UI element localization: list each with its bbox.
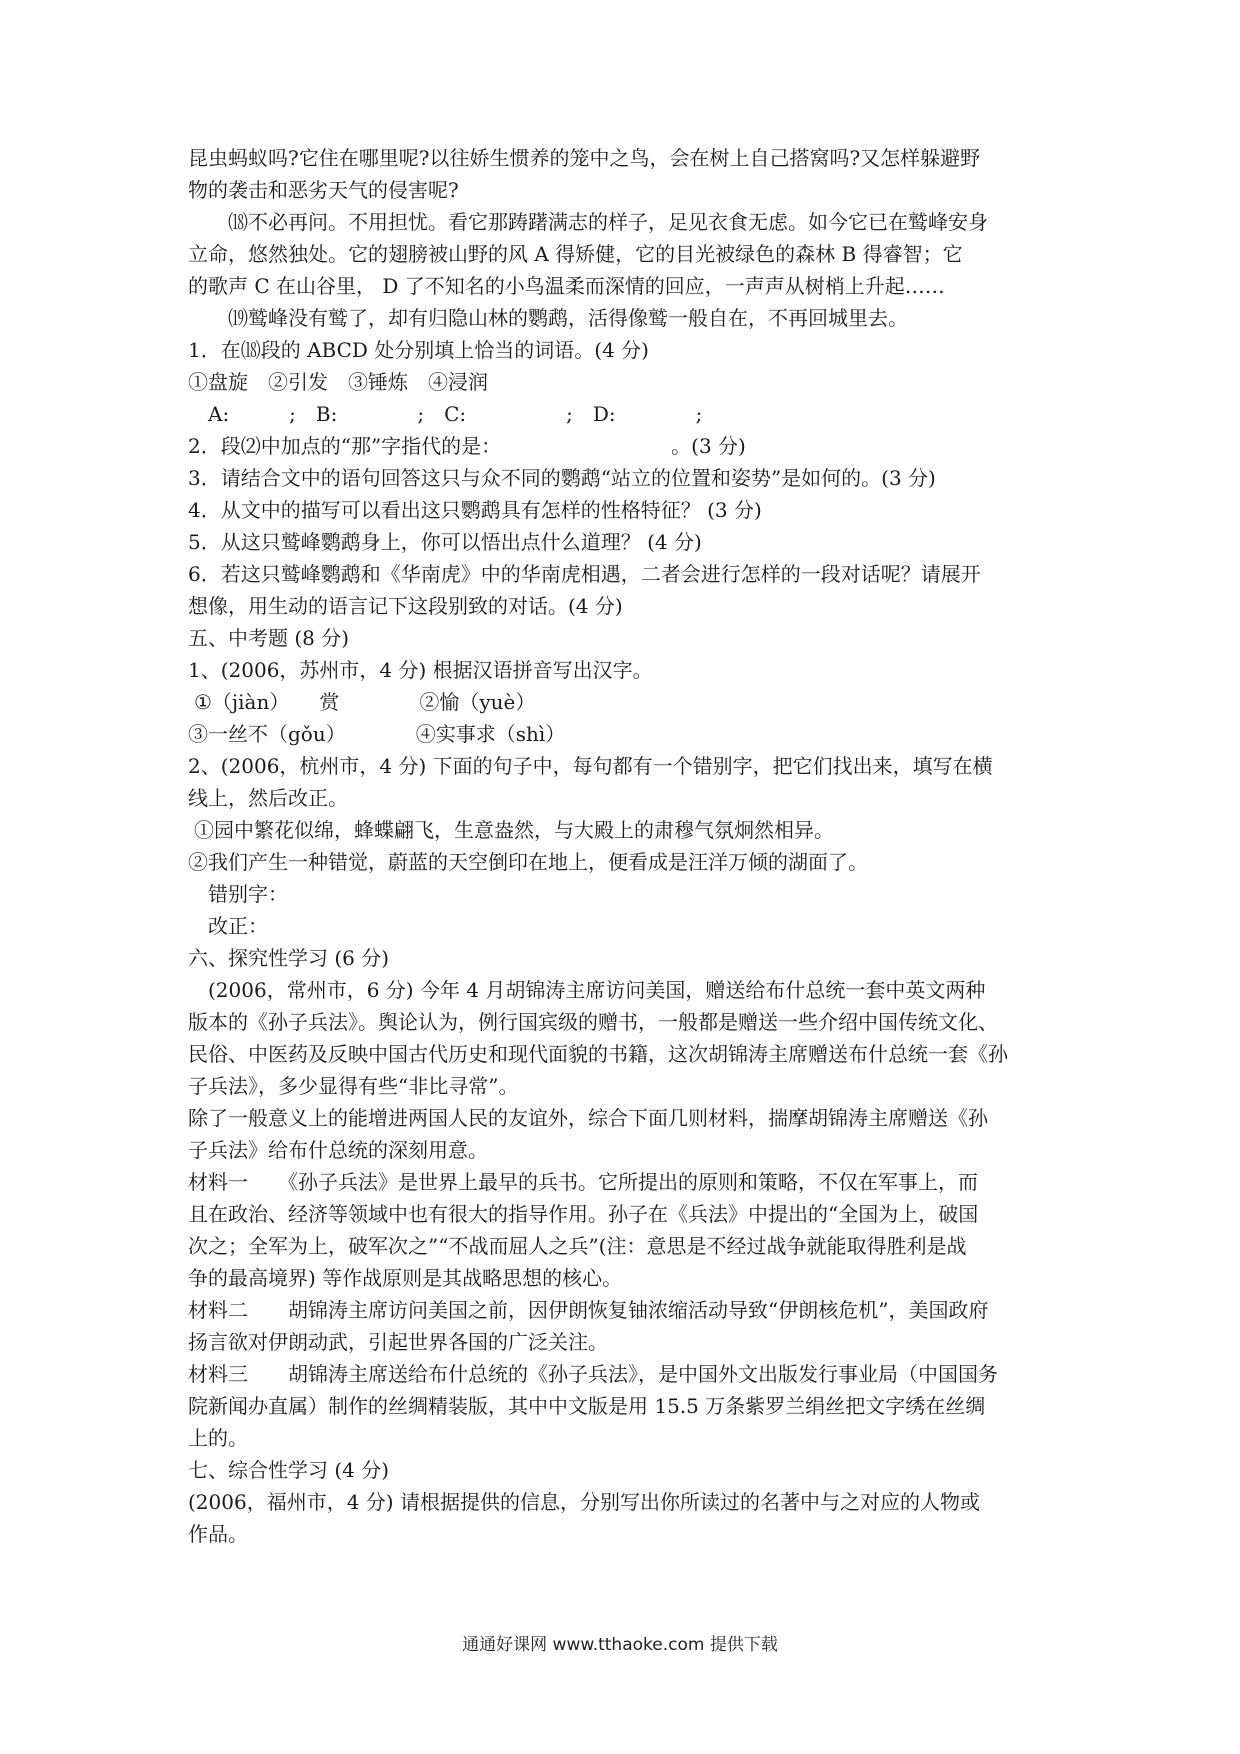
wrong-char-label: 错别字： bbox=[208, 882, 288, 906]
material-2: 材料二 胡锦涛主席访问美国之前，因伊朗恢复铀浓缩活动导致“伊朗核危机”，美国政府 bbox=[188, 1298, 989, 1322]
question-6: 6．若这只鹫峰鹦鹉和《华南虎》中的华南虎相遇，二者会进行怎样的一段对话呢？请展开 bbox=[188, 562, 981, 586]
section-heading-7: 七、综合性学习 (4 分) bbox=[188, 1458, 390, 1482]
paragraph-19: ⒆鹫峰没有鹫了，却有归隐山林的鹦鹉，活得像鹫一般自在，不再回城里去。 bbox=[228, 306, 908, 330]
text-line: 的歌声 C 在山谷里， D 了不知名的小鸟温柔而深情的回应，一声声从树梢上升起…… bbox=[188, 274, 945, 298]
pinyin-items-2: ③一丝不（gǒu） ④实事求（shì） bbox=[188, 722, 566, 746]
question-5: 5．从这只鹫峰鹦鹉身上，你可以悟出点什么道理？ (4 分) bbox=[188, 530, 702, 554]
text-line: 扬言欲对伊朗动武，引起世界各国的广泛关注。 bbox=[188, 1330, 608, 1354]
question-4: 4．从文中的描写可以看出这只鹦鹉具有怎样的性格特征？ (3 分) bbox=[188, 498, 762, 522]
exam-question-2: 2、(2006，杭州市，4 分) 下面的句子中，每句都有一个错别字，把它们找出来，填写在横 bbox=[188, 754, 993, 778]
material-3: 材料三 胡锦涛主席送给布什总统的《孙子兵法》，是中国外文出版发行事业局（中国国务 bbox=[188, 1362, 998, 1386]
document-body bbox=[188, 142, 1058, 1550]
text-line: 物的袭击和恶劣天气的侵害呢? bbox=[188, 178, 459, 202]
pinyin-items-1: ①（jiàn） 赏 ②愉（yuè） bbox=[194, 690, 536, 714]
question-1: 1．在⒅段的 ABCD 处分别填上恰当的词语。(4 分) bbox=[188, 338, 649, 362]
question-3: 3．请结合文中的语句回答这只与众不同的鹦鹉“站立的位置和姿势”是如何的。(3 分) bbox=[188, 466, 936, 490]
exam-question-1: 1、(2006，苏州市，4 分) 根据汉语拼音写出汉字。 bbox=[188, 658, 653, 682]
text-line: 版本的《孙子兵法》。舆论认为，例行国宾级的赠书，一般都是赠送一些介绍中国传统文化、 bbox=[188, 1010, 998, 1034]
comprehensive-question: (2006，福州市，4 分) 请根据提供的信息，分别写出你所读过的名著中与之对应的人物或 bbox=[188, 1490, 980, 1514]
text-line: 争的最高境界) 等作战原则是其战略思想的核心。 bbox=[188, 1266, 623, 1290]
paragraph-18-start: ⒅不必再问。不用担忧。看它那踌躇满志的样子，足见衣食无虑。如今它已在鹫峰安身 bbox=[228, 210, 988, 234]
text-line: 立命，悠然独处。它的翅膀被山野的风 A 得矫健，它的目光被绿色的森林 B 得睿智；它 bbox=[188, 242, 963, 266]
material-1: 材料一 《孙子兵法》是世界上最早的兵书。它所提出的原则和策略，不仅在军事上，而 bbox=[188, 1170, 978, 1194]
text-line: 作品。 bbox=[188, 1522, 248, 1546]
section-heading-6: 六、探究性学习 (6 分) bbox=[188, 946, 390, 970]
text-line: 次之；全军为上，破军次之”“不战而屈人之兵”(注：意思是不经过战争就能取得胜利是战 bbox=[188, 1234, 967, 1258]
text-line: 线上，然后改正。 bbox=[188, 786, 348, 810]
inquiry-intro: (2006，常州市，6 分) 今年 4 月胡锦涛主席访问美国，赠送给布什总统一套中英文两种 bbox=[208, 978, 986, 1002]
section-heading-5: 五、中考题 (8 分) bbox=[188, 626, 350, 650]
sentence-1: ①园中繁花似绵，蜂蝶翩飞，生意盎然，与大殿上的肃穆气氛炯然相异。 bbox=[194, 818, 834, 842]
text-line: 且在政治、经济等领域中也有很大的指导作用。孙子在《兵法》中提出的“全国为上，破国 bbox=[188, 1202, 979, 1226]
text-line: 昆虫蚂蚁吗?它住在哪里呢?以往娇生惯养的笼中之鸟，会在树上自己搭窝吗?又怎样躲避野 bbox=[188, 146, 981, 170]
answer-blanks: A: ; B: ; C: ; D: ; bbox=[208, 402, 703, 426]
text-line: 上的。 bbox=[188, 1426, 248, 1450]
page-footer: 通通好课网 www.tthaoke.com 提供下载 bbox=[462, 1635, 778, 1655]
text-line: 院新闻办直属）制作的丝绸精装版，其中中文版是用 15.5 万条紫罗兰绢丝把文字绣在丝绸 bbox=[188, 1394, 986, 1418]
text-line: 子兵法》给布什总统的深刻用意。 bbox=[188, 1138, 488, 1162]
text-line: 子兵法》，多少显得有些“非比寻常”。 bbox=[188, 1074, 519, 1098]
text-line: 民俗、中医药及反映中国古代历史和现代面貌的书籍，这次胡锦涛主席赠送布什总统一套《孙 bbox=[188, 1042, 1008, 1066]
correction-label: 改正： bbox=[208, 914, 268, 938]
inquiry-task: 除了一般意义上的能增进两国人民的友谊外，综合下面几则材料，揣摩胡锦涛主席赠送《孙 bbox=[188, 1106, 988, 1130]
sentence-2: ②我们产生一种错觉，蔚蓝的天空倒印在地上，便看成是汪洋万倾的湖面了。 bbox=[188, 850, 868, 874]
question-2: 2．段⑵中加点的“那”字指代的是： 。(3 分) bbox=[188, 434, 746, 458]
text-line: 想像，用生动的语言记下这段别致的对话。(4 分) bbox=[188, 594, 623, 618]
word-options: ①盘旋 ②引发 ③锤炼 ④浸润 bbox=[188, 370, 488, 394]
